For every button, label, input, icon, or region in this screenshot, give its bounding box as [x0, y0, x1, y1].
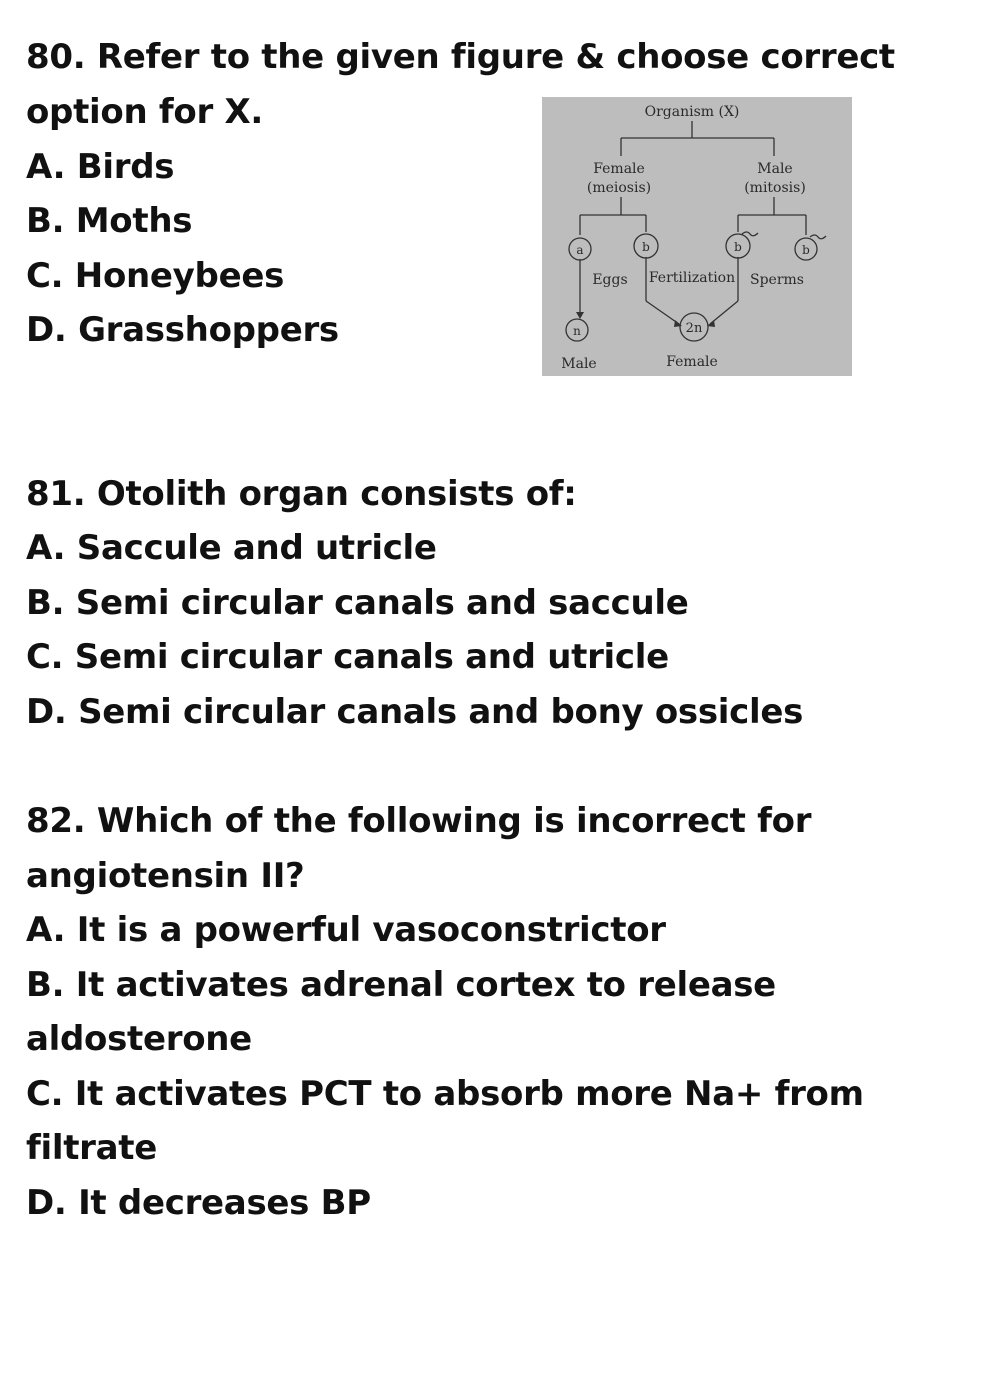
question-80-option-a: A. Birds	[26, 147, 175, 187]
question-81-option-d: D. Semi circular canals and bony ossicles	[26, 692, 804, 732]
question-81-stem-line-1: 81. Otolith organ consists of:	[26, 474, 577, 514]
figure-organism-label: Organism (X)	[644, 104, 740, 120]
figure-female-label: Female	[593, 161, 645, 177]
figure-cell-a: a	[576, 243, 584, 257]
figure-cell-b-sperm-2: b	[802, 243, 810, 257]
question-82-stem-line-1: 82. Which of the following is incorrect for	[26, 801, 812, 841]
question-82-option-d: D. It decreases BP	[26, 1183, 371, 1223]
question-80-option-c: C. Honeybees	[26, 256, 285, 296]
figure-fertilization-label: Fertilization	[648, 270, 736, 286]
question-82-option-a: A. It is a powerful vasoconstrictor	[26, 910, 666, 950]
figure-male-process: (mitosis)	[744, 180, 806, 196]
question-80-stem-line-2: option for X.	[26, 92, 263, 132]
reproduction-diagram	[542, 97, 852, 376]
figure-female-result: Female	[666, 354, 718, 370]
question-80-option-b: B. Moths	[26, 201, 193, 241]
figure-sperms-label: Sperms	[750, 272, 804, 288]
question-82-option-c-line-2: filtrate	[26, 1128, 157, 1168]
question-80-stem-line-1: 80. Refer to the given figure & choose correct	[26, 37, 895, 77]
figure-cell-b-egg: b	[642, 240, 650, 254]
figure-cell-b-sperm-1: b	[734, 240, 742, 254]
question-81-option-b: B. Semi circular canals and saccule	[26, 583, 689, 623]
question-82-stem-line-2: angiotensin II?	[26, 856, 305, 896]
figure-female-process: (meiosis)	[586, 180, 652, 196]
figure-eggs-label: Eggs	[592, 272, 628, 288]
question-80-figure	[542, 97, 852, 376]
question-82-option-b-line-1: B. It activates adrenal cortex to release	[26, 965, 776, 1005]
question-80-option-d: D. Grasshoppers	[26, 310, 339, 350]
figure-diploid-label: 2n	[685, 321, 703, 336]
figure-male-label: Male	[757, 161, 793, 177]
question-82-option-b-line-2: aldosterone	[26, 1019, 252, 1059]
question-82-option-c-line-1: C. It activates PCT to absorb more Na+ from	[26, 1074, 864, 1114]
question-81-option-a: A. Saccule and utricle	[26, 528, 437, 568]
question-81-option-c: C. Semi circular canals and utricle	[26, 637, 669, 677]
figure-haploid-label: n	[573, 324, 581, 338]
figure-male-result: Male	[561, 356, 597, 372]
